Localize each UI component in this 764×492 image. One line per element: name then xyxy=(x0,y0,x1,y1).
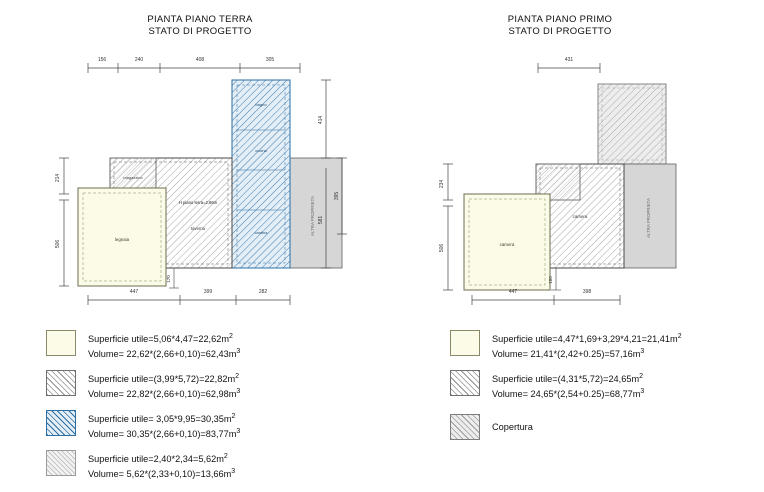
legend-swatch-hatch-blue xyxy=(46,410,76,436)
dim-left-1: 234 xyxy=(439,179,445,189)
plan-title-piano-primo xyxy=(420,14,700,38)
legend-line-1-text: Superficie utile= 3,05*9,95=30,35m xyxy=(88,414,232,425)
legend-line-1-sup: 2 xyxy=(228,333,233,340)
legend-line-1-sup: 2 xyxy=(235,373,240,381)
legend-line-2-text: Volume= 5,62*(2,33+0,10)=13,66m xyxy=(88,469,232,479)
dimension-line-bottom xyxy=(88,295,290,305)
legend-line-1 xyxy=(88,331,240,346)
room-label-cantina: cantina xyxy=(254,230,268,235)
legend-line-2-text: Volume= 24,65*(2,54+0.25)=68,77m xyxy=(492,388,641,399)
legend-line-2 xyxy=(88,426,240,441)
dim-left-1: 214 xyxy=(55,173,61,183)
drawing-piano-terra xyxy=(50,48,360,310)
legend-line-1-text: Superficie utile=(3,99*5,72)=22,82m xyxy=(88,374,236,385)
legend-item xyxy=(450,414,760,440)
legend-text xyxy=(492,330,682,360)
legend-line-2-sup: 3 xyxy=(236,387,241,395)
legend-text xyxy=(88,410,240,440)
plan-title-line2: STATO DI PROGETTO xyxy=(508,26,612,37)
legend-line-2 xyxy=(88,466,235,481)
dim-bottom-1: 447 xyxy=(129,289,139,295)
blue-zone-outline xyxy=(232,80,290,268)
copertura-block xyxy=(598,84,666,164)
legend-line-1 xyxy=(492,331,682,346)
legend-line-1-text: Superficie utile=5,06*4,47=22,62m xyxy=(88,334,229,345)
legend-line-2 xyxy=(88,346,240,361)
dim-top-4: 305 xyxy=(265,57,275,63)
legend-line-1-text: Copertura xyxy=(492,422,533,433)
legend-line-1-sup: 2 xyxy=(231,413,236,421)
legend-line-2-sup: 3 xyxy=(640,347,645,355)
legend-text xyxy=(88,370,240,400)
dimension-line-bottom xyxy=(472,295,620,305)
legend-swatch-copertura xyxy=(450,414,480,440)
dimension-line-top xyxy=(88,63,300,73)
legend-item xyxy=(46,370,366,400)
dim-top-3: 408 xyxy=(195,57,205,63)
side-label-left-plan: ALTRA PROPRIETA xyxy=(310,196,315,236)
legend-line-1-sup: 2 xyxy=(639,373,644,381)
dim-bottom-3: 282 xyxy=(258,289,268,295)
legend-line-1 xyxy=(492,421,533,434)
legend-line-2 xyxy=(492,386,644,401)
legend-piano-terra xyxy=(46,330,366,491)
legend-item xyxy=(46,330,366,360)
dim-left-2: 506 xyxy=(439,243,445,253)
legend-line-2-text: Volume= 21,41*(2,42+0.25)=57,16m xyxy=(492,348,641,359)
room-label-magazzino: magazzino xyxy=(123,175,143,180)
legend-swatch-hatch-grey xyxy=(46,370,76,396)
legend-line-1 xyxy=(88,411,240,426)
dim-bottom-2: 398 xyxy=(582,289,592,295)
legend-line-2-sup: 3 xyxy=(640,387,645,395)
legend-swatch-cream xyxy=(46,330,76,356)
side-label-right-plan: ALTRA PROPRIETA xyxy=(646,198,651,238)
legend-item xyxy=(46,410,366,440)
legend-item xyxy=(450,330,760,360)
room-label-taverna: taverna xyxy=(191,226,205,231)
legend-line-2-text: Volume= 30,35*(2,66+0,10)=83,77m xyxy=(88,428,237,439)
legend-line-2 xyxy=(88,386,240,401)
dim-right-3: 581 xyxy=(318,215,324,225)
legend-item xyxy=(450,370,760,400)
plan-title-line1: PIANTA PIANO PRIMO xyxy=(507,14,613,25)
room-label-legnaia: legnaia xyxy=(114,237,130,242)
drawing-piano-primo xyxy=(428,48,728,310)
plan-title-piano-terra xyxy=(60,14,340,38)
legend-swatch-hatch-light xyxy=(46,450,76,476)
plan-title-line1: PIANTA PIANO TERRA xyxy=(147,14,253,25)
legend-line-2-sup: 3 xyxy=(236,347,241,355)
legend-item xyxy=(46,450,366,480)
dim-inner-1: 170 xyxy=(166,275,171,283)
dim-left-2: 506 xyxy=(55,239,61,249)
dim-right-2: 395 xyxy=(334,191,340,201)
dim-top-1: 156 xyxy=(97,57,107,63)
dim-bottom-1: 447 xyxy=(508,289,518,295)
legend-line-1-text: Superficie utile=4,47*1,69+3,29*4,21=21,41m xyxy=(492,334,678,345)
height-note: H piano terra=2,66m xyxy=(178,200,218,205)
legend-line-1-sup: 2 xyxy=(223,453,228,461)
legend-text xyxy=(492,414,533,434)
plan-title-line2: STATO DI PROGETTO xyxy=(148,26,252,37)
legend-line-2-sup: 3 xyxy=(231,467,236,475)
legend-text xyxy=(88,330,240,360)
dim-right-1: 414 xyxy=(318,115,324,125)
legend-line-2-text: Volume= 22,62*(2,66+0,10)=62,43m xyxy=(88,348,237,359)
legend-line-2-sup: 3 xyxy=(236,427,241,435)
legend-line-1-sup: 2 xyxy=(677,333,682,340)
legend-line-1 xyxy=(88,371,240,386)
legend-line-2 xyxy=(492,346,682,361)
dim-inner-1: 180 xyxy=(548,276,553,284)
dim-top-2: 240 xyxy=(134,57,144,63)
legend-line-1 xyxy=(492,371,644,386)
legend-line-1-text: Superficie utile=2,40*2,34=5,62m xyxy=(88,454,224,465)
room-label-bagno: bagno xyxy=(255,102,267,107)
legend-text xyxy=(492,370,644,400)
room-label-cucina: cucina xyxy=(255,148,267,153)
room-label-camera-grey: camera xyxy=(572,214,588,219)
legend-line-1-text: Superficie utile=(4,31*5,72)=24,65m xyxy=(492,374,640,385)
legend-swatch-cream xyxy=(450,330,480,356)
legend-swatch-hatch-grey xyxy=(450,370,480,396)
dimension-line-top xyxy=(538,63,600,73)
legend-text xyxy=(88,450,235,480)
legend-line-1 xyxy=(88,451,235,466)
dim-top-1: 431 xyxy=(564,57,574,63)
room-label-camera-cream: camera xyxy=(499,242,515,247)
legend-line-2-text: Volume= 22,82*(2,66+0,10)=62,98m xyxy=(88,388,237,399)
legend-piano-primo xyxy=(450,330,760,450)
dim-bottom-2: 399 xyxy=(203,289,213,295)
